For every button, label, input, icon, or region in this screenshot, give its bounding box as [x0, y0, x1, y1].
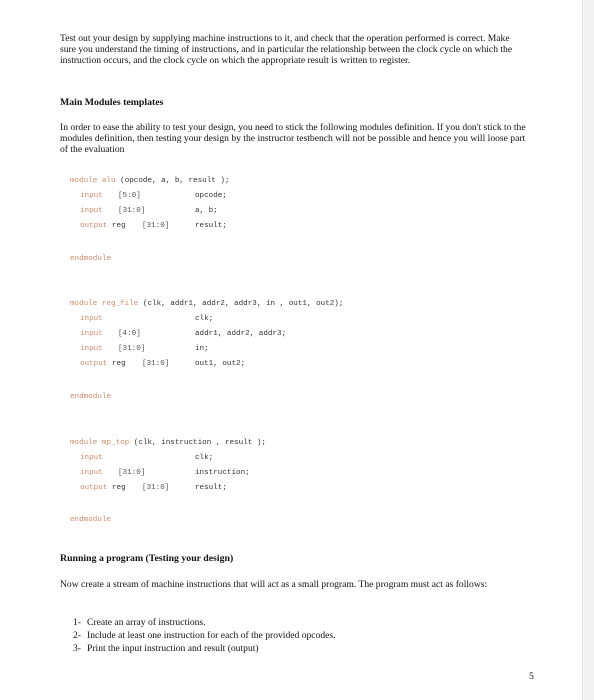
- code-line: [70, 453, 510, 468]
- code-range: [5:0]: [118, 192, 141, 200]
- code-block-mp-top: [70, 438, 510, 498]
- code-keyword: module reg_file: [70, 300, 139, 308]
- code-range: [31:0]: [142, 484, 170, 492]
- code-line: [70, 221, 510, 236]
- code-signals: addr1, addr2, addr3;: [195, 330, 287, 338]
- code-block-alu: [70, 176, 510, 236]
- code-range: [4:0]: [118, 330, 141, 338]
- code-signals: result;: [195, 484, 227, 492]
- code-line: [70, 206, 510, 221]
- code-line: [70, 468, 510, 483]
- code-direction: input: [80, 330, 103, 338]
- code-line-header: [70, 176, 510, 191]
- code-text: (opcode, a, b, result );: [115, 177, 230, 185]
- code-direction: input: [80, 315, 103, 323]
- code-signals: result;: [195, 222, 227, 230]
- code-keyword: endmodule: [70, 255, 112, 263]
- code-range: [31:0]: [142, 222, 170, 230]
- code-reg: reg: [111, 484, 126, 492]
- code-text: (clk, instruction , result );: [129, 439, 266, 447]
- code-signals: clk;: [195, 454, 214, 462]
- code-range: [31:0]: [118, 345, 146, 353]
- list-number: 3-: [73, 643, 81, 654]
- code-direction: input: [80, 192, 103, 200]
- code-keyword: endmodule: [70, 516, 112, 524]
- code-range: [31:0]: [118, 469, 146, 477]
- code-line-header: [70, 299, 510, 314]
- code-line: [70, 329, 510, 344]
- code-line: [70, 191, 510, 206]
- list-item: [73, 630, 336, 642]
- code-line: [70, 483, 510, 498]
- page-number: 5: [529, 671, 534, 682]
- code-endmodule: [70, 392, 510, 403]
- code-line-header: [70, 438, 510, 453]
- code-range: [31:0]: [142, 360, 170, 368]
- steps-list: [60, 617, 336, 656]
- scrollbar[interactable]: [582, 0, 594, 700]
- code-keyword: endmodule: [70, 393, 112, 401]
- code-direction: output: [80, 484, 108, 492]
- code-range: [31:0]: [118, 207, 146, 215]
- running-paragraph: Now create a stream of machine instructions that will act as a small program. The program must act as follows:: [60, 579, 488, 590]
- code-reg: reg: [111, 360, 126, 368]
- code-endmodule: [70, 515, 510, 526]
- code-block-reg-file: [70, 299, 510, 374]
- section-heading-modules: Main Modules templates: [60, 97, 164, 108]
- code-signals: out1, out2;: [195, 360, 246, 368]
- code-keyword: module mp_top: [70, 439, 130, 447]
- code-signals: in;: [195, 345, 209, 353]
- intro-paragraph: Test out your design by supplying machine instructions to it, and check that the operation performed is correct. Make sure you understand the timing of instructions, and in particular the relationship between the clock cycle on which the instruction occurs, and the clock cycle on which the appropriate result is written to register.: [60, 33, 513, 67]
- code-signals: clk;: [195, 315, 214, 323]
- code-direction: input: [80, 207, 103, 215]
- code-signals: instruction;: [195, 469, 250, 477]
- code-direction: input: [80, 345, 103, 353]
- code-reg: reg: [111, 222, 126, 230]
- list-item: [73, 643, 336, 655]
- code-line: [70, 344, 510, 359]
- section-heading-running: Running a program (Testing your design): [60, 553, 234, 564]
- code-line: [70, 314, 510, 329]
- code-direction: output: [80, 360, 108, 368]
- list-number: 1-: [73, 617, 81, 628]
- code-keyword: module alu: [70, 177, 116, 185]
- code-direction: input: [80, 469, 103, 477]
- list-text: Include at least one instruction for each of the provided opcodes.: [87, 630, 336, 641]
- list-number: 2-: [73, 630, 81, 641]
- code-direction: output: [80, 222, 108, 230]
- code-signals: opcode;: [195, 192, 227, 200]
- code-signals: a, b;: [195, 207, 218, 215]
- list-item: [73, 617, 336, 629]
- list-text: Create an array of instructions.: [87, 617, 206, 628]
- code-line: [70, 359, 510, 374]
- modules-paragraph: In order to ease the ability to test your design, you need to stick the following modules definition. If you don't stick to the modules definition, then testing your design by the instructor testbench will not be possible and hence you will loose part of the evaluation: [60, 122, 526, 156]
- code-direction: input: [80, 454, 103, 462]
- list-text: Print the input instruction and result (output): [87, 643, 259, 654]
- code-text: (clk, addr1, addr2, addr3, in , out1, out2);: [138, 300, 344, 308]
- code-endmodule: [70, 254, 510, 265]
